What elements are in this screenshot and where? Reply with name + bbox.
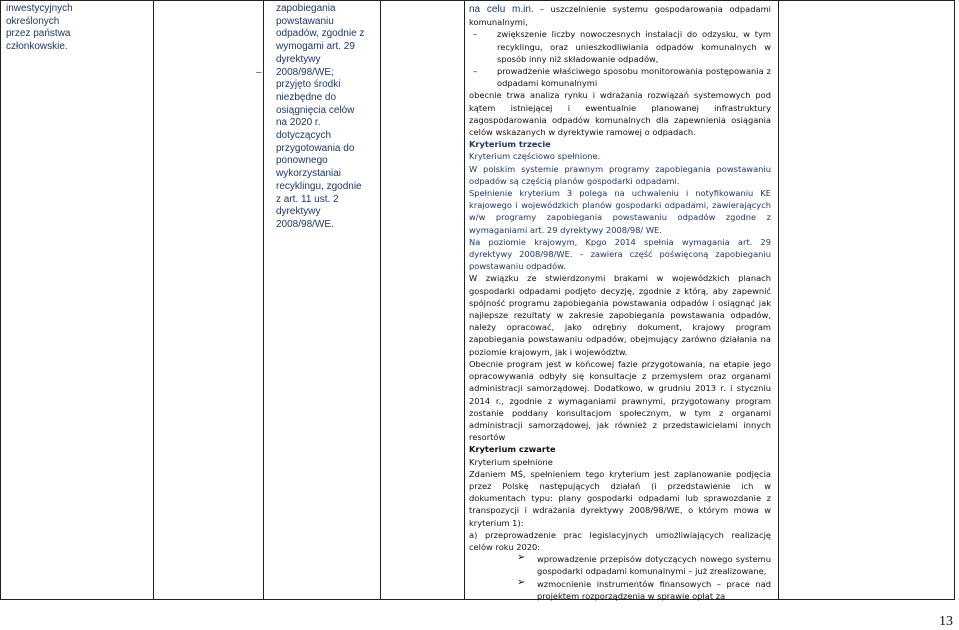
text-line: wymogami art. 29 [276, 41, 355, 53]
list-item: wprowadzenie przepisów dotyczących nowego systemu gospodarki odpadami komunalnymi – już zrealizowane, [537, 554, 771, 577]
column-3-text: na celu m.in. [469, 4, 534, 15]
list-item: prowadzenie właściwego sposobu monitorowania postępowania z odpadami komunalnymi [497, 66, 771, 89]
section-heading: Kryterium czwarte [469, 444, 556, 455]
list-item: zwiększenie liczby nowoczesnych instalacji do odzysku, w tym recyklingu, oraz unieszkodliwiania odpadów komunalnych w sposób inny niż składowanie odpadów, [497, 29, 771, 64]
text-line: niezbędne do [276, 91, 337, 103]
text-line: 2008/98/WE. [276, 218, 334, 230]
paragraph: Na poziomie krajowym, Kpgo 2014 spełnia wymagania art. 29 dyrektywy 2008/98/WE. – zawiera część poświęconą zapobieganiu powstawaniu odpadów. [469, 236, 771, 272]
column-2-text [256, 3, 376, 232]
text-line: dyrektywy [276, 206, 321, 218]
text-line: 2008/98/WE; [276, 66, 334, 78]
column-divider [778, 1, 779, 599]
section-heading: Kryterium trzecie [469, 139, 551, 150]
text-line: odpadów, zgodnie z [276, 28, 365, 40]
text-line: określonych [6, 15, 60, 27]
text-line: powstawaniu [276, 15, 334, 27]
column-1-text [6, 3, 166, 54]
arrow-bullet-icon: ➢ [517, 552, 526, 564]
page-number: 13 [939, 614, 953, 629]
column-divider [380, 1, 381, 599]
text-line: dotyczących [276, 130, 332, 142]
paragraph: Kryterium częściowo spełnione. [469, 151, 601, 162]
list-item: uszczelnienie systemu gospodarowania odpadami komunalnymi, [469, 4, 771, 28]
paragraph: W związku ze stwierdzonymi brakami w wojewódzkich planach gospodarki odpadami podjęto decyzję, zgodnie z którą, aby zapewnić spójność programu zapobiegania powstawania odpadów i osiągnąć jak najlepsze rezultaty w zakresie zapobiegania powstawania odpadów, należy opracować, jako odrębny dokument, krajowy program zapobiegania powstawaniu odpadów, obejmujący zarówno działania na poziomie krajowym, jak i województw. [469, 273, 771, 357]
arrow-bullet-icon: ➢ [517, 576, 526, 588]
text-line: zapobiegania [276, 3, 336, 14]
paragraph: Zdaniem MŚ, spełnieniem tego kryterium jest zaplanowanie podjęcia przez Polskę następujących działań (i przedstawienie ich w dokumentach typu: plany gospodarki odpadami lub sprawozdanie z transpozycji i wdrażania dyrektywy 2008/98/WE, o którym mowa w kryterium 1): [469, 468, 771, 528]
dash-bullet: – [256, 66, 262, 78]
dash-bullet: – [473, 29, 478, 40]
column-divider [464, 1, 465, 599]
column-divider [153, 1, 154, 599]
paragraph: Kryterium spełnione [469, 456, 553, 467]
paragraph: Obecnie program jest w końcowej fazie przygotowania, na etapie jego opracowywania odbyły się konsultacje z przemysłem oraz organami administracji samorządowej. Dodatkowo, w grudniu 2013 r. i styczniu 2014 r., zgodnie z wymaganiami prawnymi, przygotowany program zostanie poddany konsultacjom społecznym, w tym z organami administracji samorządowej, jak również z przedstawicielami innych resortów [469, 358, 771, 443]
column-4-text [469, 3, 771, 602]
list-item: wzmocnienie instrumentów finansowych – prace nad projektem rozporządzenia w sprawie opłat za [537, 578, 771, 601]
text-line: z art. 11 ust. 2 [276, 193, 339, 205]
text-line: inwestycyjnych [6, 3, 73, 14]
text-line: recyklingu, zgodnie [276, 180, 362, 192]
text-line: członkowskie. [6, 41, 68, 53]
text-line: przyjęto środki [276, 79, 341, 91]
paragraph: Spełnienie kryterium 3 polega na uchwaleniu i notyfikowaniu KE krajowego i wojewódzkich planów gospodarki odpadami, zawierających w/w programy zapobiegania powstawaniu odpadów zgodne z wymaganiami art. 29 dyrektywy 2008/98/ WE. [469, 188, 771, 235]
paragraph: obecnie trwa analiza rynku i wdrażania rozwiązań systemowych pod kątem istniejącej i ewentualnie planowanej infrastruktury zagospodarowania odpadów komunalnych dla zapewnienia osiągania celów wskazanych w dyrektywie ramowej o odpadach. [469, 90, 771, 138]
text-line: dyrektywy [276, 53, 321, 65]
paragraph: W polskim systemie prawnym programy zapobiegania powstawaniu odpadów są częścią planów gospodarki odpadami. [469, 163, 771, 186]
text-line: przygotowania do [276, 142, 355, 154]
text-line: ponownego [276, 155, 328, 167]
text-line: osiągnięcia celów [276, 104, 355, 116]
dash-bullet: – [473, 66, 478, 77]
paragraph: a) przeprowadzenie prac legislacyjnych umożliwiających realizację celów roku 2020: [469, 529, 771, 552]
text-line: na 2020 r. [276, 117, 321, 129]
text-line: wykorzystaniai [276, 168, 342, 180]
text-line: przez państwa [6, 28, 71, 40]
dash-bullet: – [539, 4, 551, 14]
column-divider [263, 1, 264, 599]
